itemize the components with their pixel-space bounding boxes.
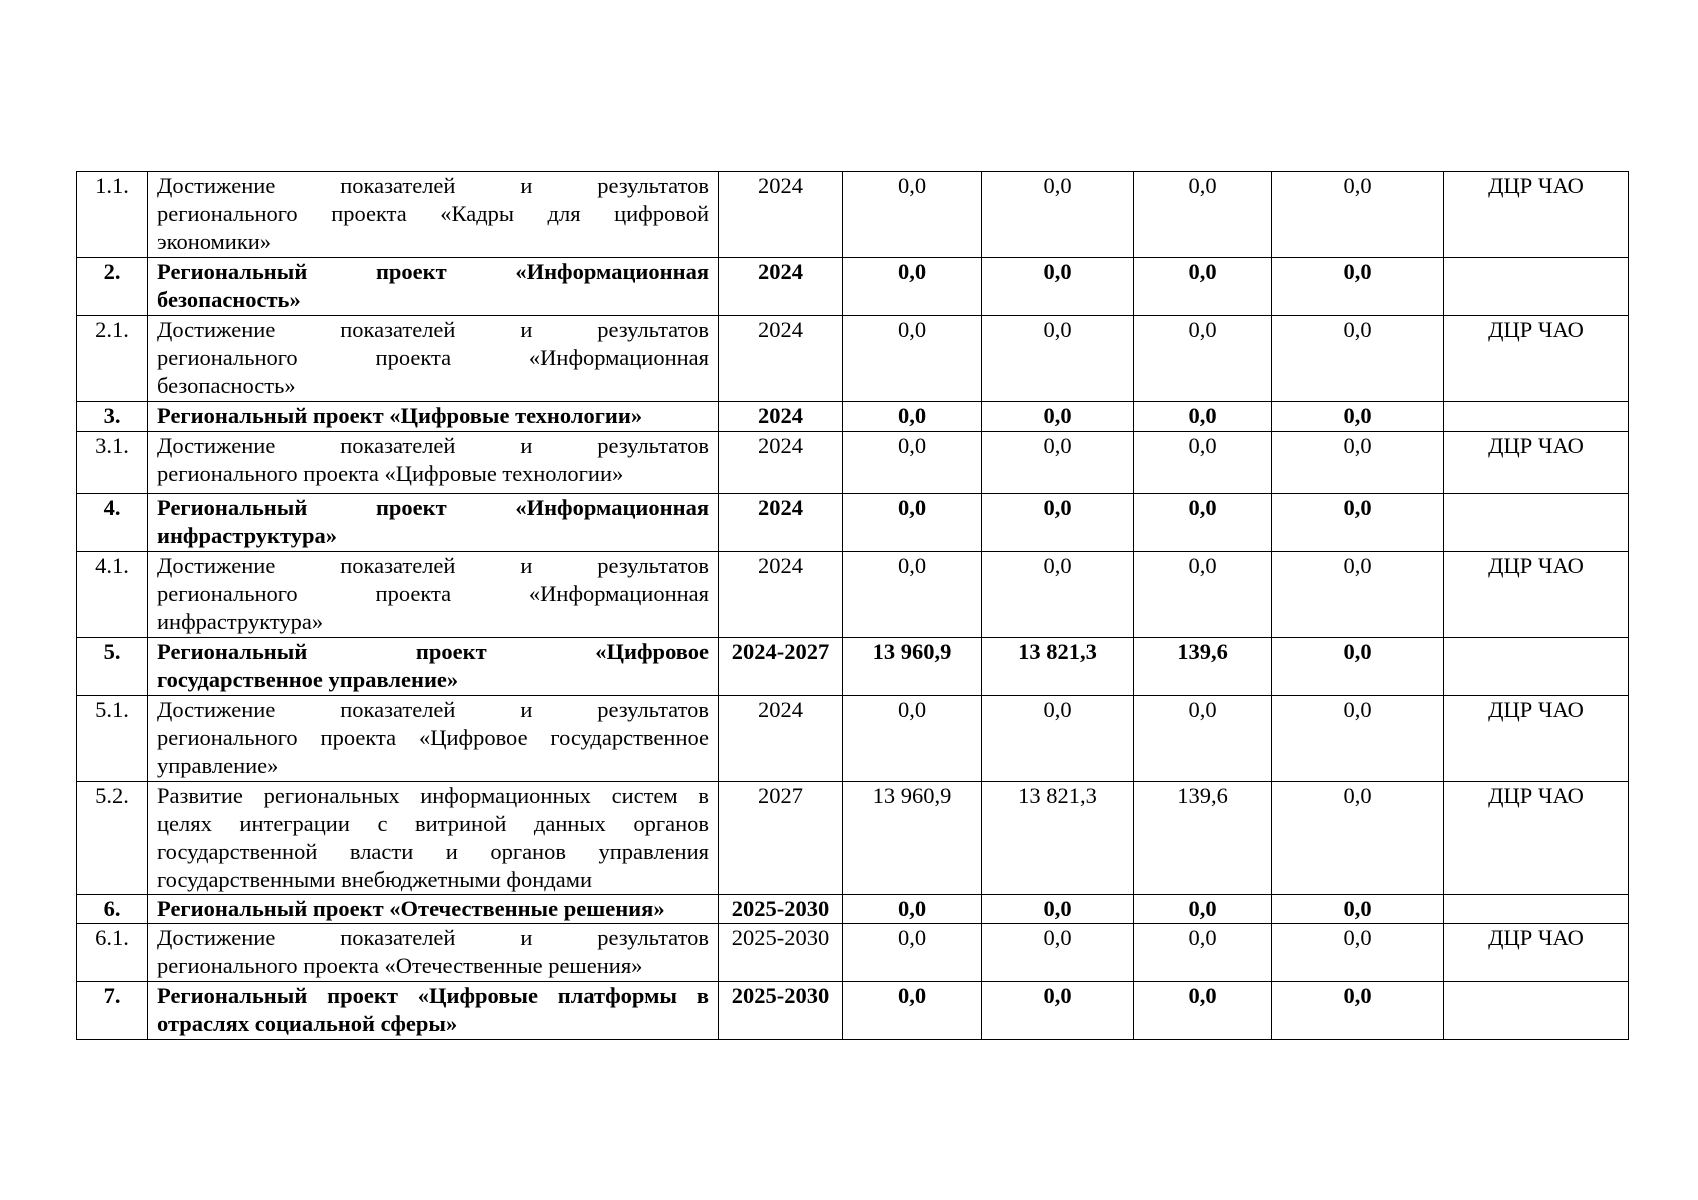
row-value3-cell: 0,0	[1272, 782, 1444, 895]
row-name-cell	[148, 402, 719, 432]
row-executor-cell	[1444, 494, 1629, 552]
row-total-cell: 0,0	[843, 494, 982, 552]
row-name-line: Достижение показателей и результатов	[157, 433, 709, 458]
row-number-cell: 5.1.	[77, 696, 148, 782]
row-total-cell: 13 960,9	[843, 638, 982, 696]
table-body	[77, 172, 1629, 1040]
row-value1-cell: 0,0	[982, 552, 1134, 638]
row-value3-cell: 0,0	[1272, 432, 1444, 494]
budget-table	[76, 171, 1629, 1040]
row-name-cell	[148, 895, 719, 924]
row-name-line: регионального проекта «Цифровое государственное	[157, 725, 709, 750]
row-value1-cell: 0,0	[982, 258, 1134, 316]
row-value1-cell: 13 821,3	[982, 638, 1134, 696]
row-number-cell: 3.1.	[77, 432, 148, 494]
row-executor-cell: ДЦР ЧАО	[1444, 172, 1629, 258]
row-value1-cell: 0,0	[982, 924, 1134, 982]
row-name-line: Достижение показателей и результатов	[157, 925, 709, 950]
row-name-cell	[148, 782, 719, 895]
row-name-cell	[148, 552, 719, 638]
row-total-cell: 0,0	[843, 402, 982, 432]
row-total-cell: 0,0	[843, 258, 982, 316]
row-value2-cell: 0,0	[1134, 402, 1272, 432]
row-number-cell: 6.	[77, 895, 148, 924]
row-value3-cell: 0,0	[1272, 494, 1444, 552]
row-total-cell: 0,0	[843, 432, 982, 494]
row-executor-cell: ДЦР ЧАО	[1444, 924, 1629, 982]
section-row	[77, 494, 1629, 552]
row-name-cell	[148, 172, 719, 258]
row-name-line: Региональный проект «Цифровое	[157, 639, 709, 664]
row-value2-cell: 139,6	[1134, 638, 1272, 696]
row-number-cell: 1.1.	[77, 172, 148, 258]
row-executor-cell	[1444, 402, 1629, 432]
row-period-cell: 2024	[719, 696, 843, 782]
section-row	[77, 895, 1629, 924]
row-value1-cell: 0,0	[982, 316, 1134, 402]
row-name-line: государственной власти и органов управления	[157, 839, 709, 864]
row-period-cell: 2025-2030	[719, 895, 843, 924]
row-period-cell: 2024	[719, 494, 843, 552]
row-name-cell	[148, 258, 719, 316]
row-total-cell: 0,0	[843, 924, 982, 982]
row-value2-cell: 139,6	[1134, 782, 1272, 895]
row-total-cell: 0,0	[843, 552, 982, 638]
table-row	[77, 696, 1629, 782]
row-total-cell: 13 960,9	[843, 782, 982, 895]
row-number-cell: 5.2.	[77, 782, 148, 895]
row-executor-cell	[1444, 982, 1629, 1040]
row-name-cell	[148, 924, 719, 982]
row-number-cell: 2.1.	[77, 316, 148, 402]
row-executor-cell	[1444, 258, 1629, 316]
row-name-line: Региональный проект «Отечественные решения»	[157, 896, 665, 921]
row-value3-cell: 0,0	[1272, 258, 1444, 316]
row-value2-cell: 0,0	[1134, 258, 1272, 316]
row-value3-cell: 0,0	[1272, 316, 1444, 402]
row-name-line: регионального проекта «Отечественные решения»	[157, 953, 643, 978]
row-total-cell: 0,0	[843, 895, 982, 924]
row-value3-cell: 0,0	[1272, 982, 1444, 1040]
row-value1-cell: 0,0	[982, 402, 1134, 432]
row-value1-cell: 0,0	[982, 172, 1134, 258]
table-row	[77, 924, 1629, 982]
row-value2-cell: 0,0	[1134, 552, 1272, 638]
row-value3-cell: 0,0	[1272, 402, 1444, 432]
row-total-cell: 0,0	[843, 172, 982, 258]
row-executor-cell	[1444, 895, 1629, 924]
row-period-cell: 2025-2030	[719, 982, 843, 1040]
section-row	[77, 982, 1629, 1040]
section-row	[77, 258, 1629, 316]
row-name-line: регионального проекта «Кадры для цифровой	[157, 201, 709, 226]
row-period-cell: 2024	[719, 258, 843, 316]
table-row	[77, 432, 1629, 494]
row-name-line: Региональный проект «Информационная	[157, 495, 709, 520]
row-name-cell	[148, 638, 719, 696]
row-value2-cell: 0,0	[1134, 316, 1272, 402]
row-name-line: Достижение показателей и результатов	[157, 553, 709, 578]
row-value3-cell: 0,0	[1272, 552, 1444, 638]
row-name-cell	[148, 494, 719, 552]
row-name-line: безопасность»	[157, 373, 296, 398]
row-name-line: Достижение показателей и результатов	[157, 317, 709, 342]
row-name-line: Региональный проект «Цифровые технологии»	[157, 403, 643, 428]
row-period-cell: 2024	[719, 316, 843, 402]
row-name-cell	[148, 432, 719, 494]
row-name-line: Региональный проект «Цифровые платформы в	[157, 983, 709, 1008]
table-row	[77, 782, 1629, 895]
row-name-cell	[148, 696, 719, 782]
row-total-cell: 0,0	[843, 982, 982, 1040]
row-value1-cell: 0,0	[982, 895, 1134, 924]
row-number-cell: 7.	[77, 982, 148, 1040]
row-name-line: экономики»	[157, 229, 272, 254]
row-value1-cell: 0,0	[982, 982, 1134, 1040]
row-name-cell	[148, 316, 719, 402]
row-executor-cell	[1444, 638, 1629, 696]
row-name-line: целях интеграции с витриной данных органов	[157, 811, 709, 836]
row-executor-cell: ДЦР ЧАО	[1444, 782, 1629, 895]
row-value1-cell: 0,0	[982, 696, 1134, 782]
row-number-cell: 4.1.	[77, 552, 148, 638]
row-value1-cell: 0,0	[982, 432, 1134, 494]
table-row	[77, 316, 1629, 402]
row-number-cell: 2.	[77, 258, 148, 316]
row-executor-cell: ДЦР ЧАО	[1444, 552, 1629, 638]
row-value2-cell: 0,0	[1134, 924, 1272, 982]
row-value2-cell: 0,0	[1134, 494, 1272, 552]
row-name-line: государственными внебюджетными фондами	[157, 867, 593, 892]
row-period-cell: 2024	[719, 172, 843, 258]
row-executor-cell: ДЦР ЧАО	[1444, 316, 1629, 402]
row-number-cell: 4.	[77, 494, 148, 552]
row-executor-cell: ДЦР ЧАО	[1444, 432, 1629, 494]
row-name-line: Достижение показателей и результатов	[157, 173, 709, 198]
row-value3-cell: 0,0	[1272, 638, 1444, 696]
row-name-line: Развитие региональных информационных систем в	[157, 783, 709, 808]
section-row	[77, 402, 1629, 432]
row-number-cell: 3.	[77, 402, 148, 432]
row-period-cell: 2024	[719, 432, 843, 494]
row-value2-cell: 0,0	[1134, 432, 1272, 494]
row-name-cell	[148, 982, 719, 1040]
row-value3-cell: 0,0	[1272, 696, 1444, 782]
row-name-line: Региональный проект «Информационная	[157, 259, 709, 284]
row-name-line: государственное управление»	[157, 667, 459, 692]
row-value2-cell: 0,0	[1134, 895, 1272, 924]
table-row	[77, 172, 1629, 258]
row-name-line: регионального проекта «Цифровые технологии»	[157, 461, 624, 486]
row-period-cell: 2024	[719, 402, 843, 432]
row-number-cell: 6.1.	[77, 924, 148, 982]
row-value2-cell: 0,0	[1134, 982, 1272, 1040]
table-row	[77, 552, 1629, 638]
section-row	[77, 638, 1629, 696]
row-value1-cell: 13 821,3	[982, 782, 1134, 895]
row-value1-cell: 0,0	[982, 494, 1134, 552]
row-name-line: регионального проекта «Информационная	[157, 581, 709, 606]
row-name-line: безопасность»	[157, 287, 301, 312]
row-name-line: управление»	[157, 753, 279, 778]
row-executor-cell: ДЦР ЧАО	[1444, 696, 1629, 782]
row-value2-cell: 0,0	[1134, 696, 1272, 782]
row-name-line: Достижение показателей и результатов	[157, 697, 709, 722]
row-number-cell: 5.	[77, 638, 148, 696]
row-total-cell: 0,0	[843, 316, 982, 402]
row-period-cell: 2027	[719, 782, 843, 895]
row-period-cell: 2025-2030	[719, 924, 843, 982]
row-value3-cell: 0,0	[1272, 895, 1444, 924]
row-period-cell: 2024	[719, 552, 843, 638]
row-value3-cell: 0,0	[1272, 172, 1444, 258]
row-value3-cell: 0,0	[1272, 924, 1444, 982]
row-period-cell: 2024-2027	[719, 638, 843, 696]
row-name-line: регионального проекта «Информационная	[157, 345, 709, 370]
row-total-cell: 0,0	[843, 696, 982, 782]
row-name-line: инфраструктура»	[157, 609, 324, 634]
row-name-line: инфраструктура»	[157, 523, 338, 548]
row-name-line: отраслях социальной сферы»	[157, 1011, 458, 1036]
row-value2-cell: 0,0	[1134, 172, 1272, 258]
